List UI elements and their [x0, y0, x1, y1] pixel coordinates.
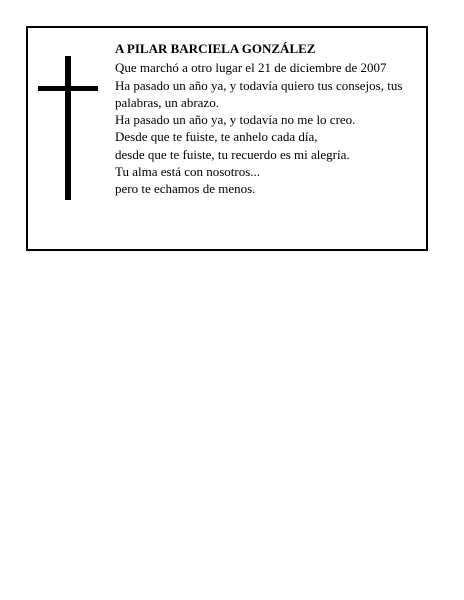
cross-horizontal-bar — [38, 86, 98, 91]
notice-line-5: Tu alma está con nosotros... — [115, 164, 261, 180]
notice-line-6: pero te echamos de menos. — [115, 181, 256, 197]
notice-title: A PILAR BARCIELA GONZÁLEZ — [115, 41, 316, 56]
notice-line-1: Ha pasado un año ya, y todavía quiero tus consejos, tus palabras, un abrazo. — [115, 77, 403, 110]
notice-line-4: desde que te fuiste, tu recuerdo es mi alegría. — [115, 146, 350, 162]
cross-vertical-bar — [65, 56, 71, 200]
notice-line-2: Ha pasado un año ya, y todavía no me lo creo. — [115, 112, 356, 128]
notice-line-3: Desde que te fuiste, te anhelo cada día, — [115, 129, 318, 145]
memorial-notice — [26, 26, 428, 251]
notice-line-date: Que marchó a otro lugar el 21 de diciembre de 2007 — [115, 60, 387, 76]
cross-icon — [38, 56, 98, 200]
notice-text — [115, 40, 421, 198]
